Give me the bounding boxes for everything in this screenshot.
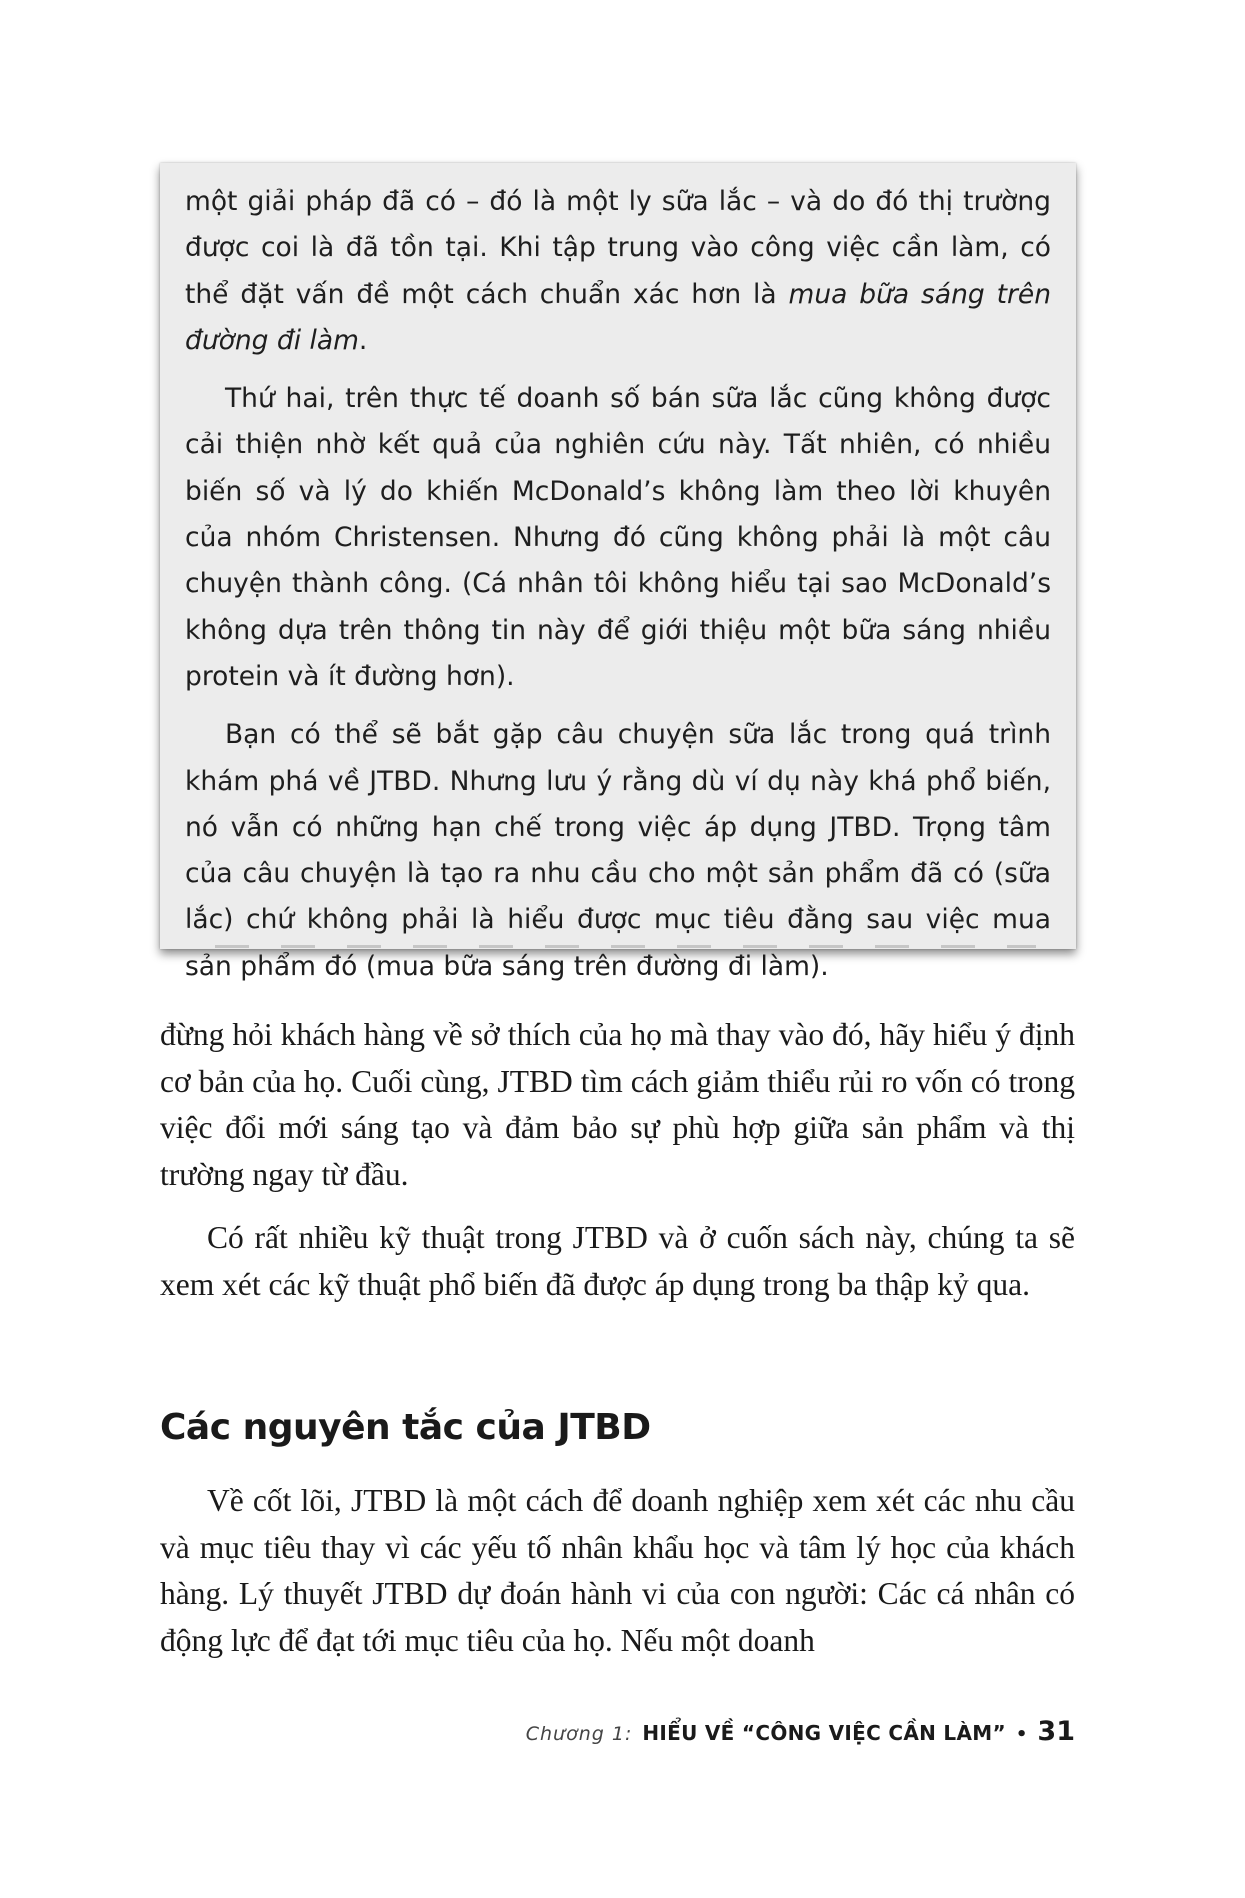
footer-chapter-title: HIỂU VỀ “CÔNG VIỆC CẦN LÀM” (642, 1721, 1006, 1745)
sidebar-box (160, 163, 1076, 982)
footer-chapter: Chương 1: (525, 1723, 633, 1745)
body-paragraph-1-block (160, 1012, 1075, 1198)
section-heading: Các nguyên tắc của JTBD (160, 1407, 651, 1448)
body-paragraph-2: Có rất nhiều kỹ thuật trong JTBD và ở cuốn sách này, chúng ta sẽ xem xét các kỹ thuật phổ biến đã được áp dụng trong ba thập kỷ qua. (160, 1220, 1075, 1302)
body-paragraph-3-block (160, 1478, 1075, 1664)
footer-bullet: • (1015, 1724, 1028, 1745)
sidebar-paragraph-2: Thứ hai, trên thực tế doanh số bán sữa lắc cũng không được cải thiện nhờ kết quả của nghiên cứu này. Tất nhiên, có nhiều biến số và lý do khiến McDonald’s không làm theo lời khuyên của nhóm Christensen. Nhưng đó cũng không phải là một câu chuyện thành công. (Cá nhân tôi không hiểu tại sao McDonald’s không dựa trên thông tin này để giới thiệu một bữa sáng nhiều protein và ít đường hơn). (185, 383, 1051, 692)
page-number: 31 (1037, 1716, 1075, 1747)
sidebar-paragraph-1 (185, 179, 1051, 364)
sidebar-dashed-border (215, 945, 1036, 948)
body-paragraph-1: đừng hỏi khách hàng về sở thích của họ mà thay vào đó, hãy hiểu ý định cơ bản của họ. Cuối cùng, JTBD tìm cách giảm thiểu rủi ro vốn có trong việc đổi mới sáng tạo và đảm bảo sự phù hợp giữa sản phẩm và thị trường ngay từ đầu. (160, 1017, 1075, 1192)
body-paragraph-2-block (160, 1215, 1075, 1308)
page-footer (526, 1716, 1075, 1756)
sidebar-emphasis: mua bữa sáng trên đường đi làm (185, 278, 1051, 356)
sidebar-paragraph-1-text: một giải pháp đã có – đó là một ly sữa lắc – và do đó thị trường được coi là đã tồn tại. Khi tập trung vào công việc cần làm, có thể đặt vấn đề một cách chuẩn xác hơn là (185, 186, 1051, 310)
sidebar-paragraph-3: Bạn có thể sẽ bắt gặp câu chuyện sữa lắc trong quá trình khám phá về JTBD. Nhưng lưu ý rằng dù ví dụ này khá phổ biến, nó vẫn có những hạn chế trong việc áp dụng JTBD. Trọng tâm của câu chuyện là tạo ra nhu cầu cho một sản phẩm đã có (sữa lắc) chứ không phải là hiểu được mục tiêu đằng sau việc mua sản phẩm đó (mua bữa sáng trên đường đi làm). (185, 719, 1051, 982)
body-paragraph-3: Về cốt lõi, JTBD là một cách để doanh nghiệp xem xét các nhu cầu và mục tiêu thay vì các yếu tố nhân khẩu học và tâm lý học của khách hàng. Lý thuyết JTBD dự đoán hành vi của con người: Các cá nhân có động lực để đạt tới mục tiêu của họ. Nếu một doanh (160, 1483, 1075, 1658)
sidebar-paragraph-1-end: . (358, 324, 368, 356)
